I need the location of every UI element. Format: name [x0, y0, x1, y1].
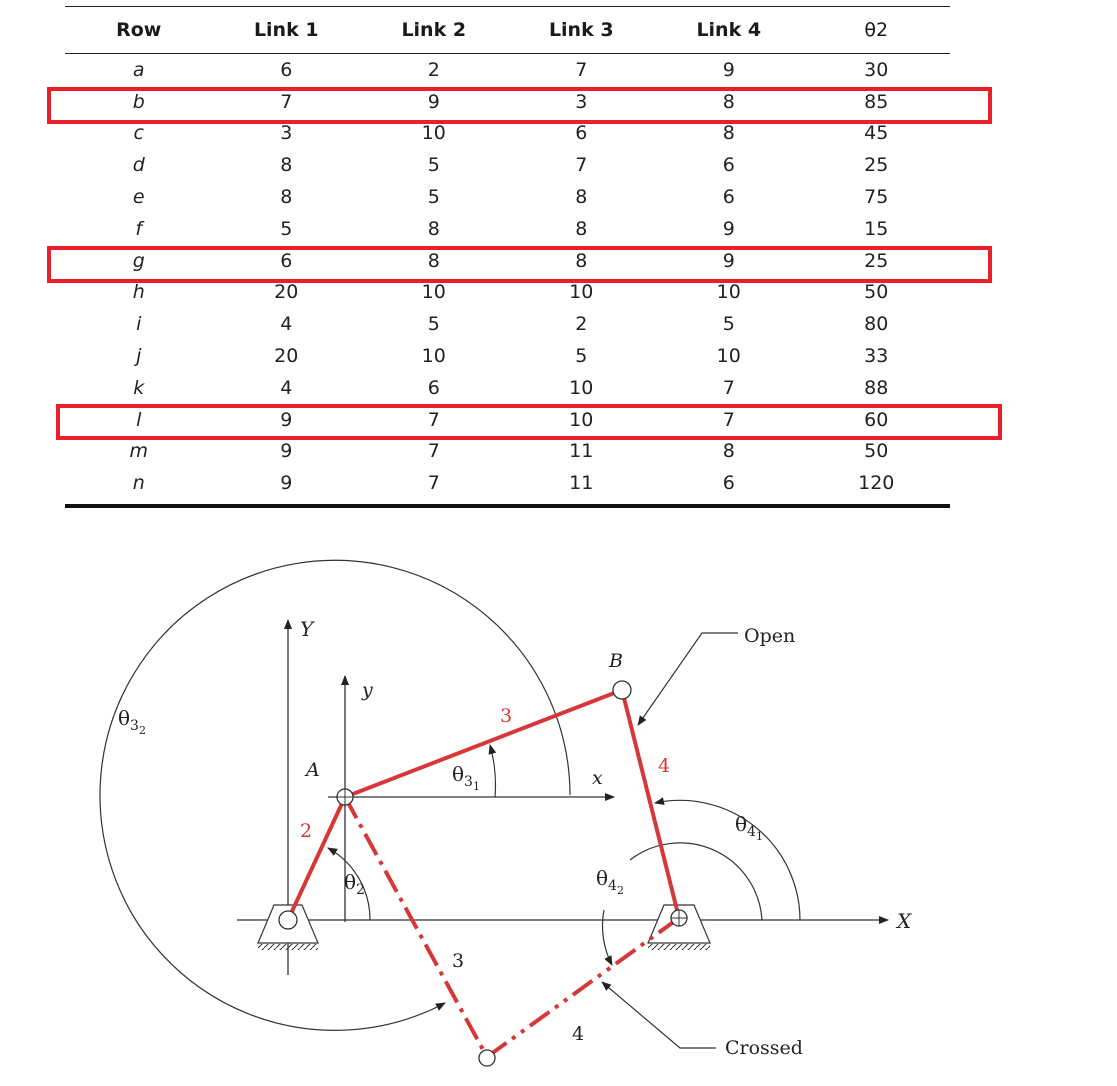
table-row	[65, 340, 950, 372]
table-cell: 10	[569, 376, 594, 399]
table-cell: 3	[575, 90, 588, 113]
table-row	[65, 436, 950, 468]
row-label-cell: b	[132, 90, 145, 113]
label-link-2: 2	[300, 820, 313, 842]
table-cell: 33	[864, 345, 889, 368]
table-cell: 20	[274, 281, 299, 304]
table-cell: 8	[575, 217, 588, 240]
table-cell: 2	[575, 313, 588, 336]
table-cell: 6	[722, 186, 735, 209]
table-row	[65, 213, 950, 245]
row-label-cell: l	[136, 408, 142, 431]
table-cell: 7	[280, 90, 293, 113]
table-cell: 20	[274, 345, 299, 368]
table-cell: 50	[864, 281, 889, 304]
table-row	[65, 308, 950, 340]
table-cell: 7	[722, 376, 735, 399]
table-row	[65, 372, 950, 404]
table-cell: 5	[427, 186, 440, 209]
row-label-cell: f	[135, 217, 143, 240]
table-cell: 15	[864, 217, 889, 240]
theta32-arc	[100, 560, 570, 1030]
table-cell: 3	[280, 122, 293, 145]
table-cell: 9	[280, 440, 293, 463]
row-label-cell: m	[129, 440, 148, 463]
label-X: X	[897, 909, 912, 933]
header-link-2: Link 2	[401, 19, 467, 41]
table-cell: 8	[722, 440, 735, 463]
table-cell: 4	[280, 376, 293, 399]
table-cell: 8	[427, 217, 440, 240]
table-cell: 4	[280, 313, 293, 336]
table-cell: 8	[280, 186, 293, 209]
label-link-3-crossed: 3	[452, 950, 465, 972]
table-cell: 6	[575, 122, 588, 145]
table-cell: 9	[722, 58, 735, 81]
row-label-cell: k	[133, 376, 145, 399]
highlight-box-row-l	[56, 404, 1002, 440]
row-label-cell: e	[132, 186, 145, 209]
table-cell: 11	[569, 472, 594, 495]
crossed-leader	[602, 982, 716, 1048]
link-3-open	[345, 690, 622, 797]
label-theta2: $\theta_2$	[344, 870, 365, 898]
open-leader	[638, 633, 738, 725]
table-cell: 75	[864, 186, 889, 209]
row-label-cell: i	[136, 313, 142, 336]
header-link-3: Link 3	[548, 19, 614, 41]
link-3-crossed	[345, 797, 487, 1057]
table-cell: 25	[864, 249, 889, 272]
theta42-arc-lower	[602, 910, 612, 965]
table-cell: 8	[722, 90, 735, 113]
table-cell: 10	[421, 122, 446, 145]
row-label-cell: g	[132, 249, 145, 272]
table-cell: 5	[427, 313, 440, 336]
table-cell: 9	[722, 249, 735, 272]
table-cell: 8	[280, 154, 293, 177]
table-cell: 30	[864, 58, 889, 81]
table-cell: 7	[722, 408, 735, 431]
table-cell: 9	[280, 408, 293, 431]
label-link-4-crossed: 4	[572, 1023, 585, 1045]
table-cell: 6	[280, 58, 293, 81]
table-cell: 10	[421, 281, 446, 304]
table-cell: 10	[716, 345, 741, 368]
theta2-header-text: θ2	[864, 19, 889, 41]
row-label-cell: c	[133, 122, 144, 145]
table-cell: 5	[722, 313, 735, 336]
table-cell: 6	[722, 154, 735, 177]
table-cell: 7	[427, 440, 440, 463]
row-label-cell: d	[132, 154, 145, 177]
row-label-cell: n	[132, 472, 145, 495]
header-link-1: Link 1	[253, 19, 319, 41]
row-label-cell: a	[132, 58, 145, 81]
table-cell: 10	[716, 281, 741, 304]
table-row	[65, 149, 950, 181]
pin-O2	[279, 911, 297, 929]
table-row	[65, 54, 950, 86]
table-cell: 8	[575, 186, 588, 209]
table-cell: 8	[722, 122, 735, 145]
table-cell: 11	[569, 440, 594, 463]
label-x: x	[592, 767, 603, 789]
table-cell: 5	[575, 345, 588, 368]
label-theta31: $\theta_{31}$	[452, 762, 480, 793]
table-cell: 5	[280, 217, 293, 240]
table-cell: 5	[427, 154, 440, 177]
table-cell: 8	[427, 249, 440, 272]
pin-B-crossed	[479, 1050, 495, 1066]
table-header-row	[65, 7, 950, 54]
table-cell: 50	[864, 440, 889, 463]
label-link-3-open: 3	[500, 705, 513, 727]
row-label-cell: h	[132, 281, 145, 304]
table-cell: 7	[427, 408, 440, 431]
highlight-box-row-g	[47, 246, 992, 283]
table-cell: 9	[722, 217, 735, 240]
table-cell: 88	[864, 376, 889, 399]
link-2	[288, 797, 345, 920]
pin-B	[613, 681, 631, 699]
label-theta42: $\theta_{42}$	[596, 866, 624, 897]
table-cell: 6	[280, 249, 293, 272]
table-cell: 25	[864, 154, 889, 177]
table-cell: 7	[427, 472, 440, 495]
table-row	[65, 181, 950, 213]
table-cell: 60	[864, 408, 889, 431]
label-Y: Y	[300, 617, 314, 641]
label-B: B	[609, 650, 623, 672]
table-cell: 45	[864, 122, 889, 145]
table-cell: 7	[575, 58, 588, 81]
table-cell: 8	[575, 249, 588, 272]
table-cell: 10	[421, 345, 446, 368]
label-y: y	[362, 679, 373, 701]
header-link-4: Link 4	[696, 19, 762, 41]
link-4-open	[622, 690, 679, 918]
table-cell: 85	[864, 90, 889, 113]
table-cell: 9	[427, 90, 440, 113]
row-label-cell: j	[136, 345, 142, 368]
theta31-arc	[490, 745, 495, 797]
table-cell: 10	[569, 281, 594, 304]
label-theta41: $\theta_{41}$	[735, 812, 763, 843]
header-theta2	[803, 7, 951, 54]
table-row	[65, 467, 950, 499]
table-cell: 120	[858, 472, 895, 495]
table-cell: 2	[427, 58, 440, 81]
label-open: Open	[744, 625, 796, 647]
table-cell: 7	[575, 154, 588, 177]
table-cell: 80	[864, 313, 889, 336]
label-crossed: Crossed	[725, 1037, 803, 1059]
table-cell: 10	[569, 408, 594, 431]
fourbar-linkage-diagram	[0, 540, 1117, 1086]
label-A: A	[306, 759, 320, 781]
table-cell: 6	[427, 376, 440, 399]
label-link-4-open: 4	[658, 755, 671, 777]
header-row: Row	[116, 19, 162, 41]
label-theta32: $\theta_{32}$	[118, 706, 146, 737]
table-cell: 6	[722, 472, 735, 495]
highlight-box-row-b	[47, 87, 992, 124]
table-bottom-rule	[65, 504, 950, 508]
table-cell: 9	[280, 472, 293, 495]
